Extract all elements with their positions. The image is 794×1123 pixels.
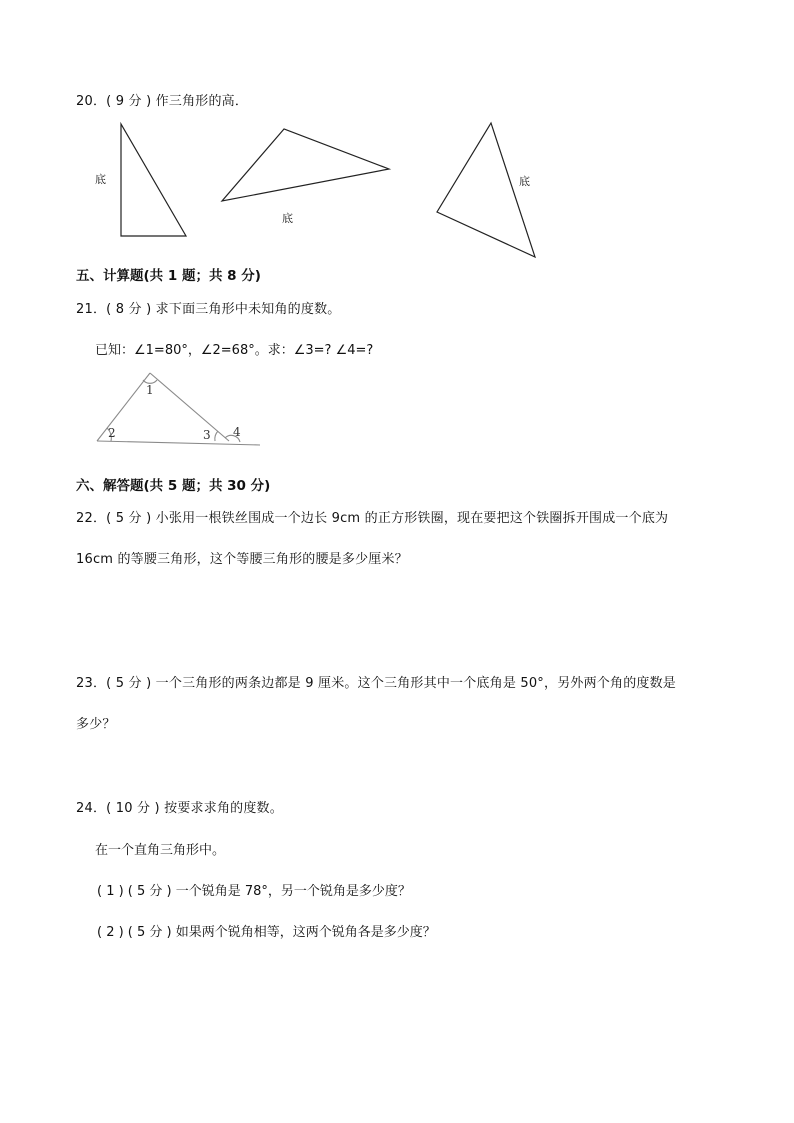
q23-line-1: 23．( 5 分 ) 一个三角形的两条边都是 9 厘米。这个三角形其中一个底角是 50°，另外两个角的度数是 bbox=[76, 676, 676, 691]
q21-given: 已知：∠1=80°，∠2=68°。求：∠3=? ∠4=? bbox=[95, 343, 374, 358]
angle-label-3: 3 bbox=[203, 428, 211, 442]
base-extended-line bbox=[97, 441, 260, 445]
triangle-left-side bbox=[97, 373, 150, 441]
angle-label-4: 4 bbox=[233, 425, 241, 439]
angle-label-1: 1 bbox=[146, 383, 154, 397]
section-6-title: 六、解答题(共 5 题；共 30 分) bbox=[76, 478, 271, 494]
q22-line-2: 16cm 的等腰三角形，这个等腰三角形的腰是多少厘米？ bbox=[76, 552, 408, 567]
angle-label-2: 2 bbox=[108, 426, 116, 440]
q20-text: 20．( 9 分 ) 作三角形的高． bbox=[76, 94, 249, 109]
q20-triangle-2-base-label: 底 bbox=[282, 212, 293, 225]
q24-text: 24．( 10 分 ) 按要求求角的度数。 bbox=[76, 801, 283, 816]
section-5-title: 五、计算题(共 1 题；共 8 分) bbox=[76, 268, 261, 284]
q20-triangle-3-base-label: 底 bbox=[519, 175, 530, 188]
triangle-right-side bbox=[150, 373, 229, 441]
q24-intro: 在一个直角三角形中。 bbox=[95, 843, 226, 858]
q24-sub-2: ( 2 ) ( 5 分 ) 如果两个锐角相等，这两个锐角各是多少度？ bbox=[97, 925, 436, 940]
angle-3-arc bbox=[215, 431, 218, 441]
q24-sub-1: ( 1 ) ( 5 分 ) 一个锐角是 78°，另一个锐角是多少度？ bbox=[97, 884, 411, 899]
q20-triangle-1-base-label: 底 bbox=[95, 173, 106, 186]
q21-text: 21．( 8 分 ) 求下面三角形中未知角的度数。 bbox=[76, 302, 341, 317]
q23-line-2: 多少？ bbox=[76, 717, 116, 732]
q22-line-1: 22．( 5 分 ) 小张用一根铁丝围成一个边长 9cm 的正方形铁圈，现在要把这个铁圈拆开围成一个底为 bbox=[76, 511, 669, 526]
